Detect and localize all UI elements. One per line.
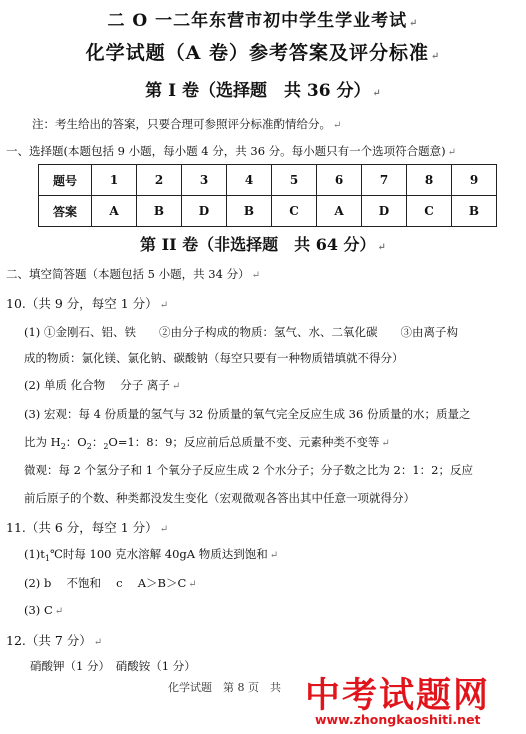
table-cell: 2 [137, 165, 182, 196]
q12-line1: 硝酸钾（1 分） 硝酸铵（1 分） [30, 659, 196, 673]
table-cell: 题号 [39, 165, 92, 196]
table-cell: C [272, 196, 317, 227]
subscript-2: 2 [86, 442, 92, 451]
q11-line1-part: (1)t [24, 547, 45, 561]
table-row [39, 165, 497, 196]
q10-line5-part: ： [91, 435, 104, 449]
q10-line5-part: O=1：8：9；反应前后总质量不变、元素种类不变等 [108, 435, 380, 449]
document-title: 化学试题（A 卷）参考答案及评分标准 ↵ [0, 38, 526, 65]
q11-heading: 11.（共 6 分，每空 1 分） ↵ [6, 518, 168, 536]
q10-line4: (3) 宏观：每 4 份质量的氢气与 32 份质量的氧气完全反应生成 36 份质量的水；质量之 [24, 407, 471, 421]
section2-heading: 二、填空简答题（本题包括 5 小题，共 34 分） ↵ [6, 266, 260, 282]
table-cell: 8 [407, 165, 452, 196]
watermark-logo: 中考试题网 [305, 676, 491, 716]
part2-title: 第 II 卷（非选择题 共 64 分） ↵ [0, 232, 526, 255]
q10-line5 [24, 434, 390, 451]
table-cell: 6 [317, 165, 362, 196]
table-cell: 答案 [39, 196, 92, 227]
q12-heading: 12.（共 7 分） ↵ [6, 631, 102, 649]
part1-title: 第 I 卷（选择题 共 36 分） ↵ [0, 76, 526, 101]
table-cell: A [317, 196, 362, 227]
q10-line2: 成的物质：氯化镁、氯化钠、碳酸钠（每空只要有一种物质错填就不得分） [24, 351, 404, 365]
table-cell: D [182, 196, 227, 227]
watermark-url: www.zhongkaoshiti.net [315, 712, 481, 727]
table-cell: 4 [227, 165, 272, 196]
table-cell: 9 [452, 165, 497, 196]
table-cell: C [407, 196, 452, 227]
table-cell: 7 [362, 165, 407, 196]
table-cell: 3 [182, 165, 227, 196]
table-cell: B [227, 196, 272, 227]
q10-line5-part: ：O [65, 435, 87, 449]
q10-line7: 前后原子的个数、种类都没发生变化（宏观微观各答出其中任意一项就得分） [24, 491, 415, 505]
table-cell: 1 [92, 165, 137, 196]
q10-line6: 微观：每 2 个氢分子和 1 个氧分子反应生成 2 个水分子；分子数之比为 2：1：2；反应 [24, 463, 473, 477]
subscript-2: 2 [60, 442, 66, 451]
table-cell: B [452, 196, 497, 227]
subscript-2: 2 [103, 442, 109, 451]
q11-line2: (2) b 不饱和 c A＞B＞C ↵ [24, 575, 197, 591]
table-cell: D [362, 196, 407, 227]
table-cell: B [137, 196, 182, 227]
q11-line1-part: ℃时每 100 克水溶解 40gA 物质达到饱和 [50, 547, 268, 561]
q10-line3: (2) 单质 化合物 分子 离子 ↵ [24, 377, 180, 393]
subscript-1: 1 [44, 554, 51, 563]
table-cell: A [92, 196, 137, 227]
q11-line3: (3) C ↵ [24, 603, 63, 617]
page-footer: 化学试题 第 8 页 共 [168, 681, 281, 694]
exam-title: 二 O 一二年东营市初中学生学业考试 ↵ [0, 6, 526, 31]
answer-table [38, 164, 497, 227]
q10-line5-part: 比为 H [24, 435, 61, 449]
table-cell: 5 [272, 165, 317, 196]
q11-line1 [24, 546, 278, 563]
section1-heading: 一、选择题(本题包括 9 小题，每小题 4 分，共 36 分。每小题只有一个选项符合题意) ↵ [6, 143, 456, 159]
q10-heading: 10.（共 9 分，每空 1 分） ↵ [6, 294, 168, 312]
scoring-note: 注：考生给出的答案，只要合理可参照评分标准酌情给分。 ↵ [32, 116, 341, 132]
q10-line1: (1) ①金刚石、铝、铁 ②由分子构成的物质：氢气、水、二氧化碳 ③由离子构 [24, 325, 458, 339]
table-row [39, 196, 497, 227]
